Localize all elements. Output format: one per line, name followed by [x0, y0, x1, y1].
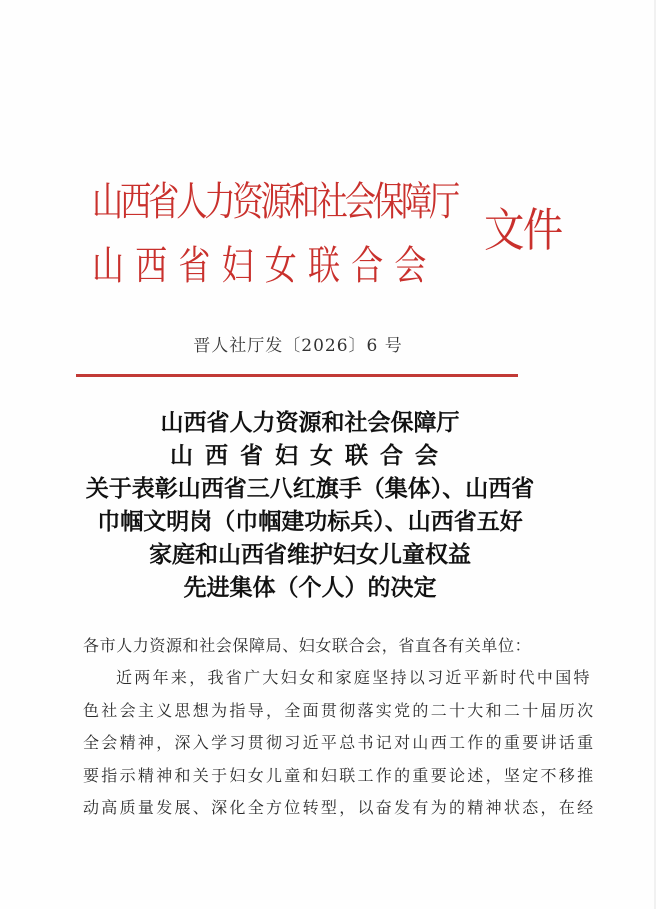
body-text-line: 近两年来，我省广大妇女和家庭坚持以习近平新时代中国特 — [116, 668, 592, 688]
document-body — [83, 632, 596, 826]
title-line: 山西省人力资源和社会保障厅 — [160, 409, 460, 436]
body-text-line: 色社会主义思想为指导，全面贯彻落实党的二十大和二十届历次 — [83, 700, 596, 720]
body-text-line: 全会精神，深入学习贯彻习近平总书记对山西工作的重要讲话重 — [83, 733, 596, 753]
document-number: 晋人社厅发〔2026〕6 号 — [193, 336, 403, 356]
title-line: 巾帼文明岗（巾帼建功标兵）、山西省五好 — [97, 508, 523, 535]
title-line: 山西省妇女联合会 — [170, 442, 450, 469]
title-line: 先进集体（个人）的决定 — [183, 574, 437, 601]
salutation: 各市人力资源和社会保障局、妇女联合会，省直各有关单位： — [83, 636, 532, 655]
document-title — [0, 406, 620, 604]
red-header — [92, 178, 562, 308]
title-line: 家庭和山西省维护妇女儿童权益 — [149, 541, 471, 568]
body-text-line: 要指示精神和关于妇女儿童和妇联工作的重要论述，坚定不移推 — [83, 765, 596, 785]
red-divider-line — [76, 374, 518, 377]
body-text-line: 动高质量发展、深化全方位转型，以奋发有为的精神状态，在经 — [83, 797, 596, 817]
document-label: 文件 — [484, 203, 562, 257]
title-line: 关于表彰山西省三八红旗手（集体）、山西省 — [85, 475, 535, 502]
issuer-womens-federation: 山西省妇女联合会 — [92, 243, 438, 289]
issuer-hrss-dept: 山西省人力资源和社会保障厅 — [92, 179, 458, 225]
